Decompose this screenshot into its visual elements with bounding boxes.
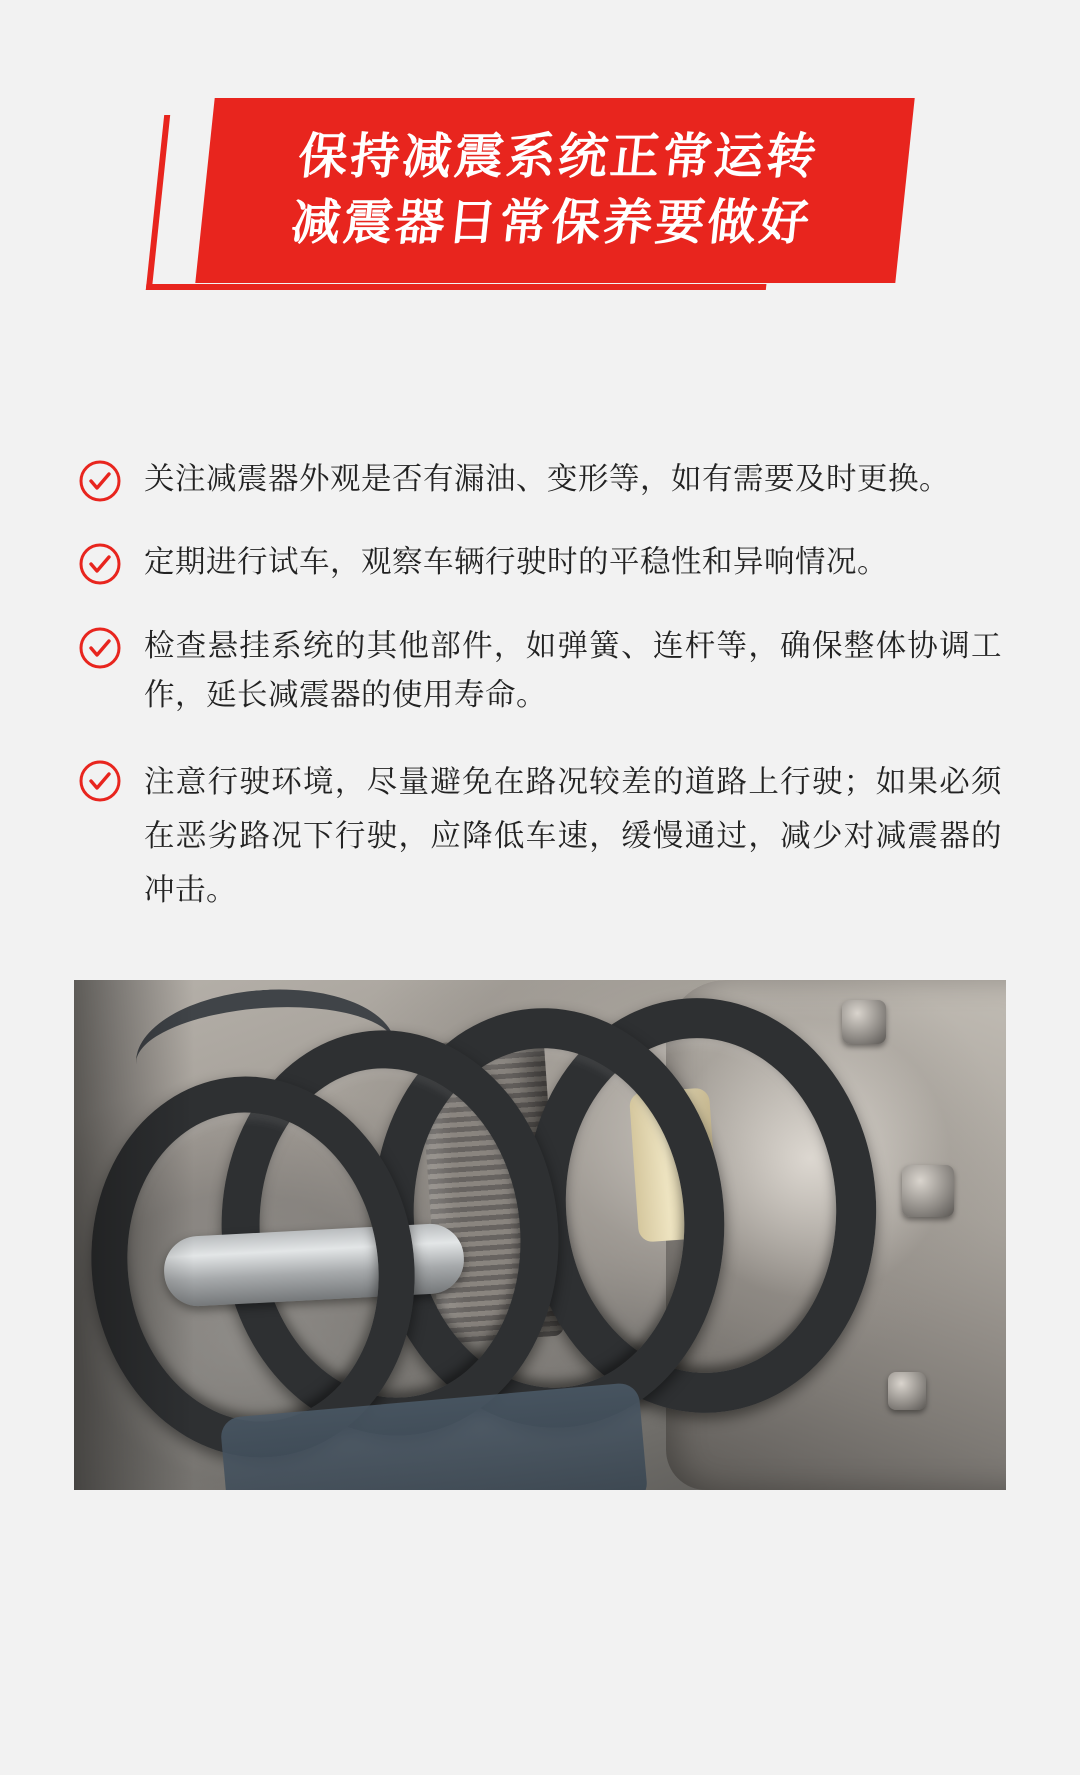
check-circle-icon xyxy=(78,459,122,503)
list-item-label: 关注减震器外观是否有漏油、变形等，如有需要及时更换。 xyxy=(144,462,950,496)
check-circle-icon xyxy=(78,626,122,670)
page-title-line-1: 保持减震系统正常运转 xyxy=(295,129,822,184)
list-item xyxy=(78,622,1002,721)
photo-bolt xyxy=(888,1372,926,1410)
list-item-label: 检查悬挂系统的其他部件，如弹簧、连杆等，确保整体协调工作，延长减震器的使用寿命。 xyxy=(144,628,1002,713)
suspension-photo xyxy=(74,980,1006,1490)
check-circle-icon xyxy=(78,542,122,586)
photo-bolt xyxy=(842,1000,886,1044)
list-item xyxy=(78,538,1002,587)
photo-bolt xyxy=(902,1165,954,1217)
header-title-block xyxy=(195,98,914,283)
list-item xyxy=(78,755,1002,918)
list-item xyxy=(78,455,1002,504)
photo-background xyxy=(74,980,1006,1490)
header xyxy=(0,0,1080,330)
list-item-label: 注意行驶环境，尽量避免在路况较差的道路上行驶；如果必须在恶劣路况下行驶，应降低车速，缓慢通过，减少对减震器的冲击。 xyxy=(144,764,1002,908)
check-circle-icon xyxy=(78,759,122,803)
page-title-line-2: 减震器日常保养要做好 xyxy=(288,195,815,250)
tips-list xyxy=(0,455,1080,951)
list-item-label: 定期进行试车，观察车辆行驶时的平稳性和异响情况。 xyxy=(144,545,888,580)
photo-shadow xyxy=(74,980,194,1490)
